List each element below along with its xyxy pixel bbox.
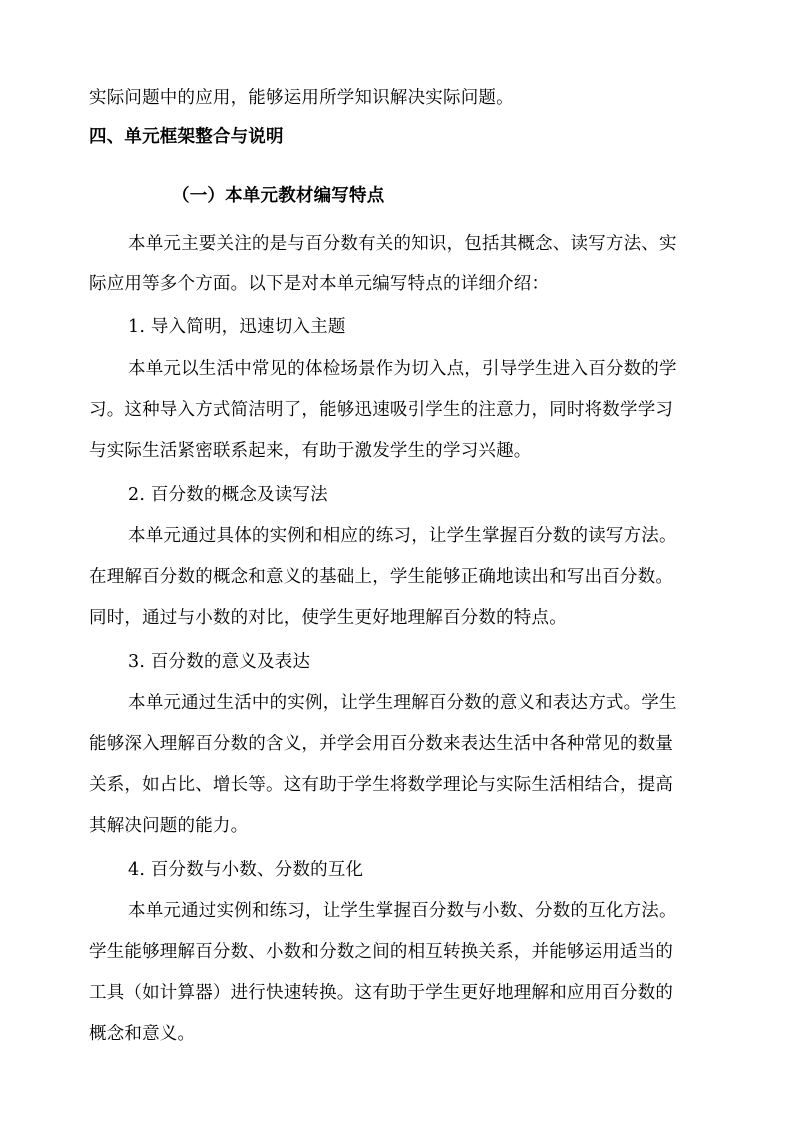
item-4-line-2: 学生能够理解百分数、小数和分数之间的相互转换关系，并能够运用适当的 [89,942,674,962]
intro-line-1: 本单元主要关注的是与百分数有关的知识，包括其概念、读写方法、实 [128,234,677,254]
item-1-line-3: 与实际生活紧密联系起来，有助于激发学生的学习兴趣。 [89,441,532,461]
intro-line-2: 际应用等多个方面。以下是对本单元编写特点的详细介绍： [89,274,550,294]
item-4-line-4: 概念和意义。 [89,1024,196,1044]
item-2-line-3: 同时，通过与小数的对比，使学生更好地理解百分数的特点。 [89,608,567,628]
item-1-line-1: 本单元以生活中常见的体检场景作为切入点，引导学生进入百分数的学 [128,359,677,379]
continuation-line: 实际问题中的应用，能够运用所学知识解决实际问题。 [89,88,514,108]
item-4-line-1: 本单元通过实例和练习，让学生掌握百分数与小数、分数的互化方法。 [128,901,677,921]
item-3-line-1: 本单元通过生活中的实例，让学生理解百分数的意义和表达方式。学生 [128,693,677,713]
item-3-line-2: 能够深入理解百分数的含义，并学会用百分数来表达生活中各种常见的数量 [89,734,674,754]
item-2-title: 2. 百分数的概念及读写法 [128,485,328,505]
item-3-line-3: 关系，如占比、增长等。这有助于学生将数学理论与实际生活相结合，提高 [89,775,674,795]
item-2-line-1: 本单元通过具体的实例和相应的练习，让学生掌握百分数的读写方法。 [128,526,677,546]
item-4-title: 4. 百分数与小数、分数的互化 [128,860,364,880]
item-4-line-3: 工具（如计算器）进行快速转换。这有助于学生更好地理解和应用百分数的 [89,983,674,1003]
item-3-line-4: 其解决问题的能力。 [89,816,249,836]
item-3-title: 3. 百分数的意义及表达 [128,652,311,672]
section-heading: 四、单元框架整合与说明 [89,127,284,147]
item-1-title: 1. 导入简明，迅速切入主题 [128,317,346,337]
item-1-line-2: 习。这种导入方式简洁明了，能够迅速吸引学生的注意力，同时将数学学习 [89,400,674,420]
subsection-heading: （一）本单元教材编写特点 [172,186,385,206]
item-2-line-2: 在理解百分数的概念和意义的基础上，学生能够正确地读出和写出百分数。 [89,567,674,587]
